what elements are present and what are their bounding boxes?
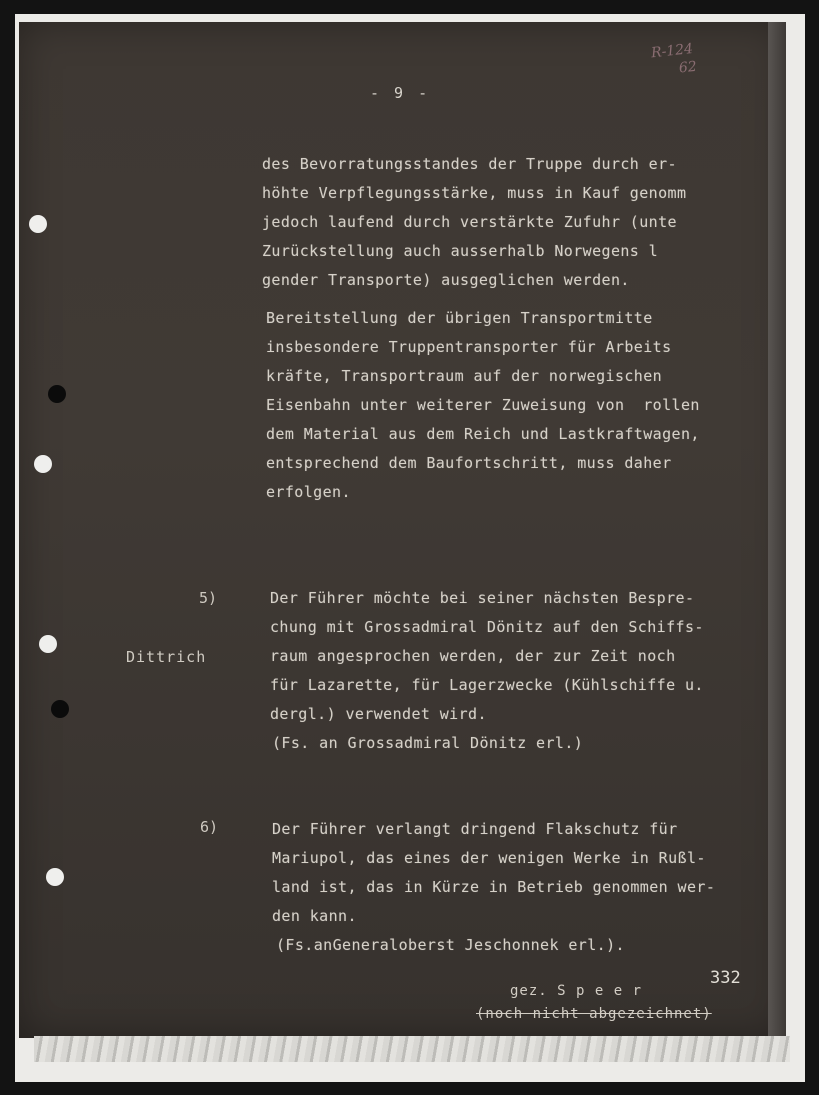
- text-line: land ist, das in Kürze in Betrieb genommen wer-: [272, 878, 716, 896]
- torn-bottom-edge: [34, 1036, 790, 1062]
- punch-hole: [51, 700, 69, 718]
- text-line: dergl.) verwendet wird.: [270, 705, 487, 723]
- text-line: dem Material aus dem Reich und Lastkraftwagen,: [266, 425, 700, 443]
- punch-hole: [29, 215, 47, 233]
- archive-reference: [650, 40, 697, 80]
- photostat-edge: [768, 22, 786, 1038]
- text-line: des Bevorratungsstandes der Truppe durch er-: [262, 155, 677, 173]
- text-line: höhte Verpflegungsstärke, muss in Kauf genomm: [262, 184, 687, 202]
- text-line: kräfte, Transportraum auf der norwegischen: [266, 367, 663, 385]
- signature-line: gez. S p e e r: [510, 983, 643, 999]
- text-line: (Fs. an Grossadmiral Dönitz erl.): [272, 734, 584, 752]
- signature-note: (noch nicht abgezeichnet): [476, 1006, 712, 1022]
- text-line: chung mit Grossadmiral Dönitz auf den Schiffs-: [270, 618, 704, 636]
- text-line: für Lazarette, für Lagerzwecke (Kühlschiffe u.: [270, 676, 704, 694]
- text-line: erfolgen.: [266, 483, 351, 501]
- punch-hole: [46, 868, 64, 886]
- text-line: (Fs.anGeneraloberst Jeschonnek erl.).: [276, 936, 625, 954]
- responsible-name: Dittrich: [126, 648, 207, 666]
- item-number: 5): [199, 589, 218, 607]
- folio-number: 332: [710, 968, 741, 988]
- item-number: 6): [200, 818, 219, 836]
- text-line: raum angesprochen werden, der zur Zeit noch: [270, 647, 676, 665]
- page-number: - 9 -: [370, 84, 431, 102]
- punch-hole: [39, 635, 57, 653]
- punch-hole: [34, 455, 52, 473]
- archive-ref-line: R-124: [650, 40, 694, 62]
- text-line: insbesondere Truppentransporter für Arbeits: [266, 338, 672, 356]
- archive-ref-line: 62: [678, 58, 698, 77]
- text-line: Der Führer möchte bei seiner nächsten Bespre-: [270, 589, 695, 607]
- text-line: Zurückstellung auch ausserhalb Norwegens l: [262, 242, 659, 260]
- text-line: entsprechend dem Baufortschritt, muss daher: [266, 454, 672, 472]
- text-line: Der Führer verlangt dringend Flakschutz für: [272, 820, 678, 838]
- text-line: Mariupol, das eines der wenigen Werke in Rußl-: [272, 849, 706, 867]
- text-line: jedoch laufend durch verstärkte Zufuhr (unte: [262, 213, 677, 231]
- text-line: Eisenbahn unter weiterer Zuweisung von rollen: [266, 396, 700, 414]
- text-line: gender Transporte) ausgeglichen werden.: [262, 271, 630, 289]
- text-line: Bereitstellung der übrigen Transportmitte: [266, 309, 653, 327]
- punch-hole: [48, 385, 66, 403]
- text-line: den kann.: [272, 907, 357, 925]
